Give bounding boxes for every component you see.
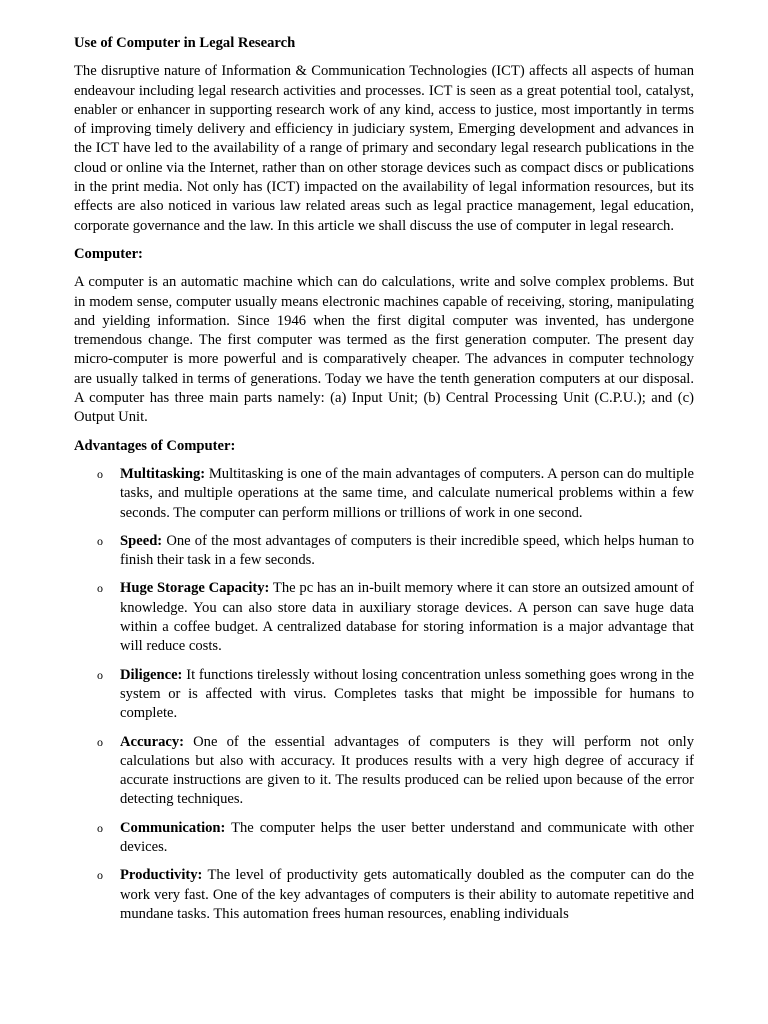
list-item [74,666,694,724]
advantage-text: The pc has an in-built memory where it can store an outsized amount of knowledge. You can also store data in auxiliary storage devices. A person can save huge data within a coffee budget. A centralized database for storing information is a major advantage that will reduce costs. [120,580,694,655]
list-item [74,465,694,523]
intro-paragraph: The disruptive nature of Information & Communication Technologies (ICT) affects all aspects of human endeavour including legal research activities and processes. ICT is seen as a great potential tool, catalyst, enabler or enhancer in supporting research work of any kind, access to justice, most importantly in terms of improving timely delivery and efficiency in judiciary system, Emerging development and advances in the ICT have led to the availability of a range of primary and secondary legal research publications in the cloud or online via the Internet, rather than on other storage devices such as compact discs or publications in the print media. Not only has (ICT) impacted on the availability of legal information resources, but its effects are also noticed in various law related areas such as legal practice management, legal education, corporate governance and the law. In this article we shall discuss the use of computer in legal research. [74,63,694,234]
advantage-term: Speed: [120,532,163,549]
advantage-text: The computer helps the user better understand and communicate with other devices. [120,819,694,855]
list-item [74,532,694,571]
advantage-text: One of the essential advantages of computers is they will perform not only calculations but also with accuracy. It produces results with a very high degree of accuracy if accurate instructions are given to it. The results produced can be relied upon because of the error detecting techniques. [120,733,694,808]
advantage-term: Huge Storage Capacity: [120,580,270,597]
bullet-icon: o [97,533,103,548]
bullet-icon: o [97,868,103,883]
computer-paragraph: A computer is an automatic machine which can do calculations, write and solve complex problems. But in modem sense, computer usually means electronic machines capable of receiving, storing, manipulating and yielding information. Since 1946 when the first digital computer was invented, has undergone tremendous change. The first computer was termed as the first generation computer. The present day micro-computer is more powerful and is comparatively cheaper. The advances in computer technology are usually talked in terms of generations. Today we have the tenth generation computers at our disposal. A computer has three main parts namely: (a) Input Unit; (b) Central Processing Unit (C.P.U.); and (c) Output Unit. [74,274,694,426]
list-item [74,819,694,858]
advantages-heading: Advantages of Computer: [74,437,236,454]
document-title: Use of Computer in Legal Research [74,35,296,51]
advantage-term: Accuracy: [120,733,185,750]
computer-heading: Computer: [74,245,143,262]
list-item [74,579,694,656]
advantage-text: The level of productivity gets automatically doubled as the computer can do the work very fast. One of the key advantages of computers is their ability to automate repetitive and mundane tasks. This automation frees human resources, enabling individuals [120,867,694,922]
list-item [74,866,694,924]
bullet-icon: o [97,466,103,481]
bullet-icon: o [97,734,103,749]
advantage-term: Productivity: [120,867,203,884]
bullet-icon: o [97,667,103,682]
advantage-term: Diligence: [120,666,183,683]
advantages-list [74,465,694,924]
bullet-icon: o [97,820,103,835]
bullet-icon: o [97,581,103,596]
advantage-text: It functions tirelessly without losing concentration unless something goes wrong in the system or is affected with virus. Completes tasks that might be impossible for humans to complete. [120,666,694,722]
advantage-term: Communication: [120,819,226,836]
advantage-term: Multitasking: [120,465,206,482]
advantage-text: Multitasking is one of the main advantages of computers. A person can do multiple tasks, and multiple operations at the same time, and calculate numerical problems within a few seconds. The computer can perform millions or trillions of work in one second. [120,465,694,521]
list-item [74,733,694,810]
advantage-text: One of the most advantages of computers is their incredible speed, which helps human to finish their task in a few seconds. [120,532,694,569]
